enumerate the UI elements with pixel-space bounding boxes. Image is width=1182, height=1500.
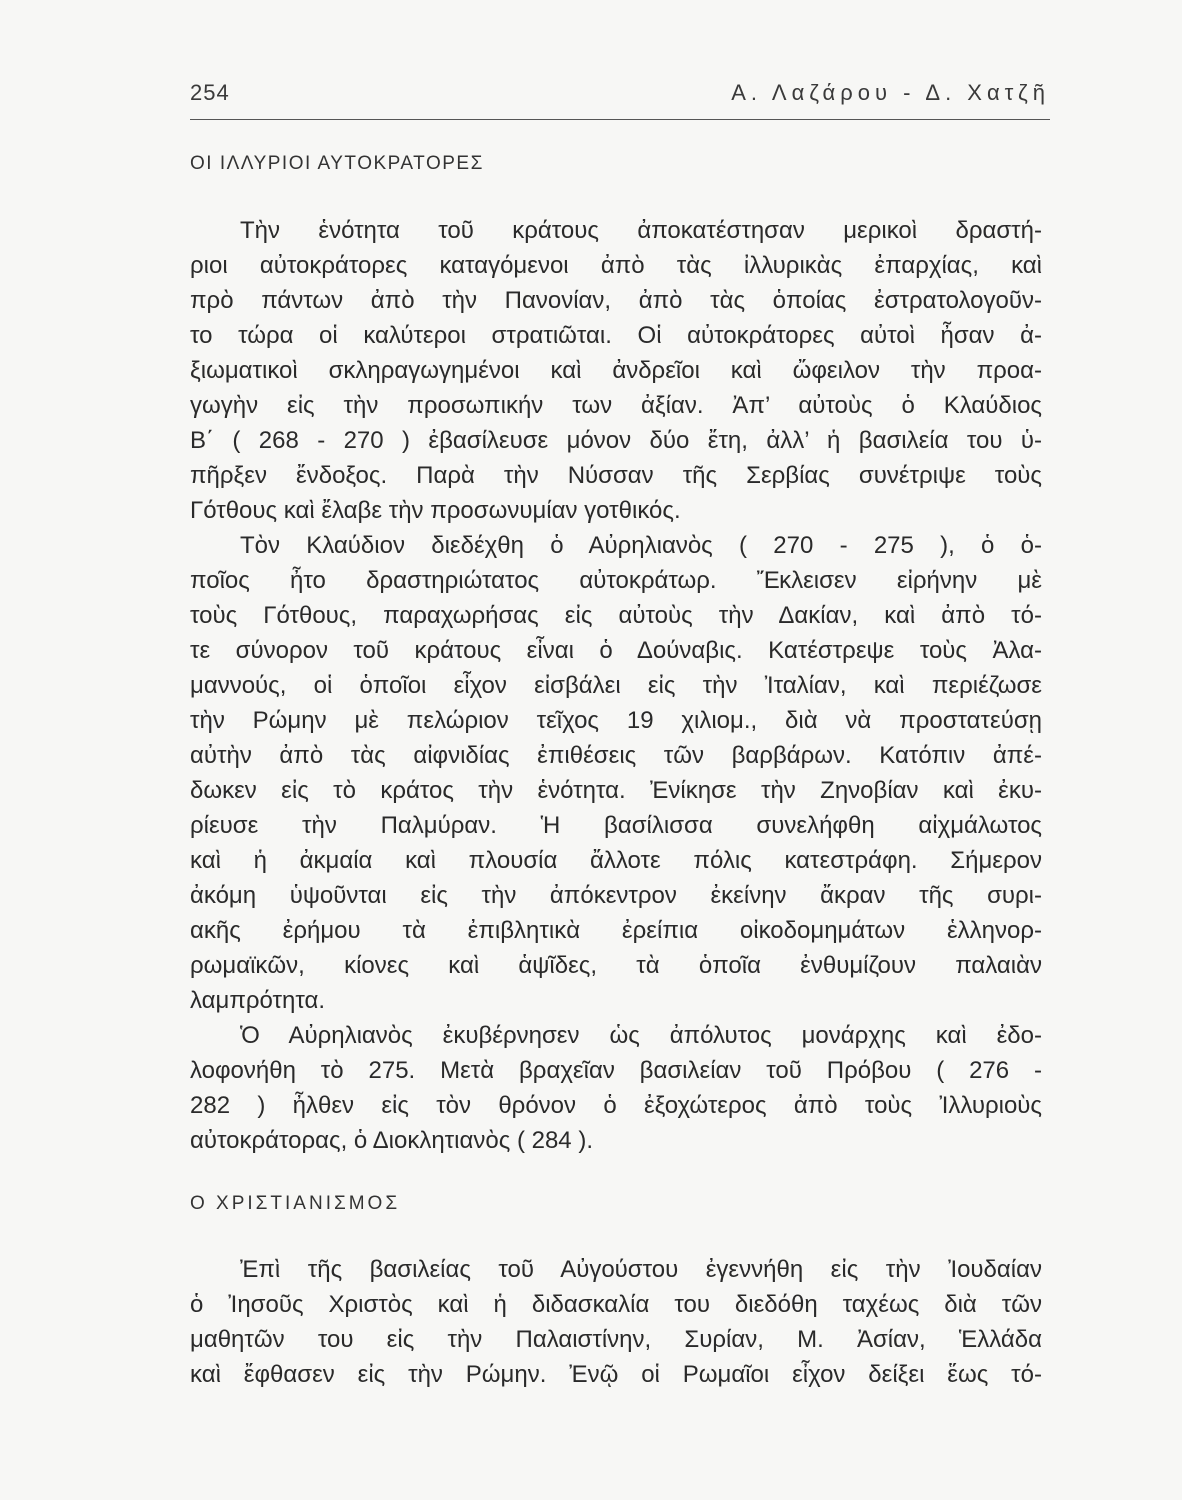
text-line: Ὁ Αὐρηλιανὸς ἐκυβέρνησεν ὡς ἀπόλυτος μονάρχης καὶ ἐδο- (240, 1022, 1042, 1049)
running-head: Α. Λαζάρου - Δ. Χατζῆ (731, 80, 1050, 105)
text-line: ακῆς ἐρήμου τὰ ἐπιβλητικὰ ἐρείπια οἰκοδομημάτων ἑλληνορ- (190, 917, 1042, 944)
page-number: 254 (190, 80, 230, 105)
text-line: καὶ ἔφθασεν εἰς τὴν Ρώμην. Ἐνῷ οἱ Ρωμαῖοι εἶχον δείξει ἕως τό- (190, 1361, 1042, 1388)
section-body-illyrian-emperors (190, 213, 1042, 1158)
text-line: ρίευσε τὴν Παλμύραν. Ἡ βασίλισσα συνελήφθη αἰχμάλωτος (190, 812, 1042, 839)
text-line: πῆρξεν ἔνδοξος. Παρὰ τὴν Νύσσαν τῆς Σερβίας συνέτριψε τοὺς (190, 462, 1042, 489)
text-line: πρὸ πάντων ἀπὸ τὴν Πανονίαν, ἀπὸ τὰς ὁποίας ἐστρατολογοῦν- (190, 287, 1042, 314)
text-line: το τώρα οἱ καλύτεροι στρατιῶται. Οἱ αὐτοκράτορες αὐτοὶ ἦσαν ἀ- (190, 322, 1042, 349)
text-line: τοὺς Γότθους, παραχωρήσας εἰς αὐτοὺς τὴν Δακίαν, καὶ ἀπὸ τό- (190, 602, 1042, 629)
text-line: τὴν Ρώμην μὲ πελώριον τεῖχος 19 χιλιομ., διὰ νὰ προστατεύσῃ (190, 707, 1042, 734)
text-line: καὶ ἡ ἀκμαία καὶ πλουσία ἄλλοτε πόλις κατεστράφη. Σήμερον (190, 847, 1042, 874)
text-line: 282 ) ἦλθεν εἰς τὸν θρόνον ὁ ἐξοχώτερος ἀπὸ τοὺς Ἰλλυριοὺς (190, 1092, 1042, 1119)
text-line: γωγὴν εἰς τὴν προσωπικήν των ἀξίαν. Ἀπ’ αὐτοὺς ὁ Κλαύδιος (190, 392, 1042, 419)
text-line: ρωμαϊκῶν, κίονες καὶ ἁψῖδες, τὰ ὁποῖα ἐνθυμίζουν παλαιὰν (190, 952, 1042, 979)
header-rule (190, 119, 1050, 120)
text-line: δωκεν εἰς τὸ κράτος τὴν ἑνότητα. Ἐνίκησε τὴν Ζηνοβίαν καὶ ἐκυ- (190, 777, 1042, 804)
text-line: ὁ Ἰησοῦς Χριστὸς καὶ ἡ διδασκαλία του διεδόθη ταχέως διὰ τῶν (190, 1291, 1042, 1318)
section-heading-christianity: Ο ΧΡΙΣΤΙΑΝΙΣΜΟΣ (190, 1193, 401, 1214)
text-line: μαννούς, οἱ ὁποῖοι εἶχον εἰσβάλει εἰς τὴν Ἰταλίαν, καὶ περιέζωσε (190, 672, 1042, 699)
text-line: Τὸν Κλαύδιον διεδέχθη ὁ Αὐρηλιανὸς ( 270 - 275 ), ὁ ὁ- (240, 532, 1042, 559)
section-heading-illyrian-emperors: ΟΙ ΙΛΛΥΡΙΟΙ ΑΥΤΟΚΡΑΤΟΡΕΣ (190, 153, 484, 174)
text-line: ἀκόμη ὑψοῦνται εἰς τὴν ἀπόκεντρον ἐκείνην ἄκραν τῆς συρι- (190, 882, 1042, 909)
text-line: Ἐπὶ τῆς βασιλείας τοῦ Αὐγούστου ἐγεννήθη εἰς τὴν Ἰουδαίαν (240, 1256, 1042, 1283)
page-header (190, 80, 1050, 116)
text-line: Γότθους καὶ ἔλαβε τὴν προσωνυμίαν γοτθικός. (190, 497, 681, 524)
text-line: ξιωματικοὶ σκληραγωγημένοι καὶ ἀνδρεῖοι καὶ ὤφειλον τὴν προα- (190, 357, 1042, 384)
text-line: αὐτοκράτορας, ὁ Διοκλητιανὸς ( 284 ). (190, 1127, 593, 1154)
text-line: Β΄ ( 268 - 270 ) ἐβασίλευσε μόνον δύο ἔτη, ἀλλ’ ἡ βασιλεία του ὑ- (190, 427, 1042, 454)
text-line: αὐτὴν ἀπὸ τὰς αἰφνιδίας ἐπιθέσεις τῶν βαρβάρων. Κατόπιν ἀπέ- (190, 742, 1042, 769)
text-line: ποῖος ἦτο δραστηριώτατος αὐτοκράτωρ. Ἔκλεισεν εἰρήνην μὲ (190, 567, 1042, 594)
text-line: Τὴν ἑνότητα τοῦ κράτους ἀποκατέστησαν μερικοὶ δραστή- (240, 217, 1042, 244)
section-body-christianity (190, 1252, 1042, 1392)
text-line: λαμπρότητα. (190, 987, 326, 1014)
text-line: τε σύνορον τοῦ κράτους εἶναι ὁ Δούναβις. Κατέστρεψε τοὺς Ἀλα- (190, 637, 1042, 664)
text-line: ριοι αὐτοκράτορες καταγόμενοι ἀπὸ τὰς ἰλλυρικὰς ἐπαρχίας, καὶ (190, 252, 1042, 279)
text-line: μαθητῶν του εἰς τὴν Παλαιστίνην, Συρίαν, Μ. Ἀσίαν, Ἑλλάδα (190, 1326, 1042, 1353)
text-line: λοφονήθη τὸ 275. Μετὰ βραχεῖαν βασιλείαν τοῦ Πρόβου ( 276 - (190, 1057, 1042, 1084)
